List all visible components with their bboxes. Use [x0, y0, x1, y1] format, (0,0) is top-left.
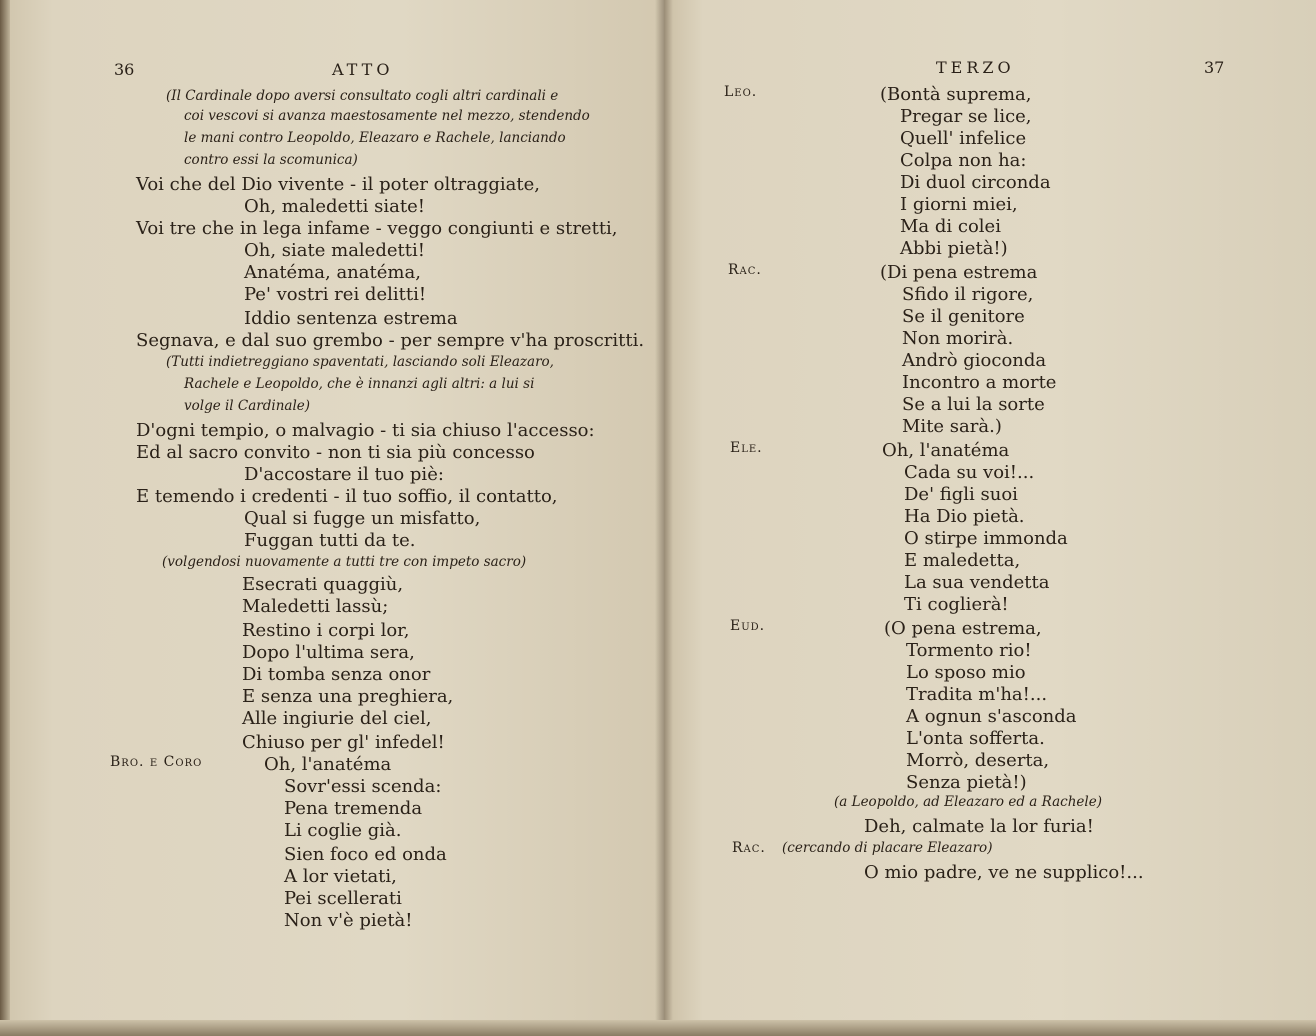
- verse-line: Oh, l'anatéma: [882, 440, 1010, 461]
- verse-line: Abbi pietà!): [900, 238, 1008, 259]
- verse-line: O mio padre, ve ne supplico!...: [864, 862, 1144, 883]
- verse-line: Ti coglierà!: [904, 594, 1009, 615]
- verse-line: Iddio sentenza estrema: [244, 308, 458, 329]
- verse-line: E temendo i credenti - il tuo soffio, il contatto,: [136, 486, 558, 507]
- verse-line: Pregar se lice,: [900, 106, 1032, 127]
- verse-line: De' figli suoi: [904, 484, 1018, 505]
- verse-line: D'ogni tempio, o malvagio - ti sia chiuso l'accesso:: [136, 420, 595, 441]
- verse-line: Maledetti lassù;: [242, 596, 389, 617]
- verse-line: Sien foco ed onda: [284, 844, 447, 865]
- verse-line: Ha Dio pietà.: [904, 506, 1025, 527]
- verse-line: A ognun s'asconda: [906, 706, 1077, 727]
- direction-line: coi vescovi si avanza maestosamente nel mezzo, stendendo: [184, 108, 590, 124]
- verse-line: Pei scellerati: [284, 888, 402, 909]
- direction-line: volge il Cardinale): [184, 398, 311, 414]
- verse-line: Ed al sacro convito - non ti sia più concesso: [136, 442, 535, 463]
- verse-line: Restino i corpi lor,: [242, 620, 410, 641]
- page-edge: [0, 0, 10, 1036]
- verse-line: Ma di colei: [900, 216, 1001, 237]
- verse-line: Incontro a morte: [902, 372, 1057, 393]
- direction-line: Rachele e Leopoldo, che è innanzi agli altri: a lui si: [184, 376, 535, 392]
- page-bottom-edge: [0, 1020, 1316, 1036]
- verse-line: D'accostare il tuo piè:: [244, 464, 444, 485]
- direction-line: (Tutti indietreggiano spaventati, lasciando soli Eleazaro,: [166, 354, 554, 370]
- verse-line: Non v'è pietà!: [284, 910, 413, 931]
- page-header: ATTO: [332, 60, 394, 79]
- verse-line: Pena tremenda: [284, 798, 423, 819]
- verse-line: Oh, l'anatéma: [264, 754, 392, 775]
- verse-line: E maledetta,: [904, 550, 1021, 571]
- verse-line: Segnava, e dal suo grembo - per sempre v'ha proscritti.: [136, 330, 645, 351]
- speaker-bro-coro: Bro. e Coro: [110, 754, 203, 770]
- verse-line: Fuggan tutti da te.: [244, 530, 416, 551]
- stage-direction-3: (volgendosi nuovamente a tutti tre con impeto sacro): [162, 554, 527, 570]
- page-number: 36: [114, 60, 135, 79]
- verse-line: Di tomba senza onor: [242, 664, 431, 685]
- speaker-eud: Eud.: [730, 618, 766, 634]
- verse-line: Li coglie già.: [284, 820, 402, 841]
- verse-line: Esecrati quaggiù,: [242, 574, 404, 595]
- verse-line: Se il genitore: [902, 306, 1025, 327]
- verse-line: Oh, maledetti siate!: [244, 196, 425, 217]
- page-header: TERZO: [936, 58, 1015, 77]
- verse-line: Colpa non ha:: [900, 150, 1027, 171]
- verse-line: Lo sposo mio: [906, 662, 1026, 683]
- verse-line: Sovr'essi scenda:: [284, 776, 442, 797]
- page-number: 37: [1204, 58, 1225, 77]
- verse-line: Anatéma, anatéma,: [244, 262, 421, 283]
- verse-line: E senza una preghiera,: [242, 686, 454, 707]
- verse-line: (Di pena estrema: [880, 262, 1038, 283]
- right-page: [664, 0, 1316, 1036]
- verse-line: Tormento rio!: [906, 640, 1032, 661]
- speaker-leo: Leo.: [724, 84, 758, 100]
- direction-line: contro essi la scomunica): [184, 152, 358, 168]
- direction-line: le mani contro Leopoldo, Eleazaro e Rachele, lanciando: [184, 130, 566, 146]
- verse-line: (Bontà suprema,: [880, 84, 1032, 105]
- speaker-rac: Rac.: [732, 840, 766, 856]
- stage-direction-rac: (cercando di placare Eleazaro): [782, 840, 993, 856]
- verse-line: Sfido il rigore,: [902, 284, 1034, 305]
- verse-line: A lor vietati,: [284, 866, 397, 887]
- speaker-rac: Rac.: [728, 262, 762, 278]
- verse-line: Pe' vostri rei delitti!: [244, 284, 427, 305]
- verse-line: O stirpe immonda: [904, 528, 1068, 549]
- direction-line: (Il Cardinale dopo aversi consultato cogli altri cardinali e: [166, 88, 559, 104]
- verse-line: L'onta sofferta.: [906, 728, 1045, 749]
- verse-line: I giorni miei,: [900, 194, 1018, 215]
- verse-line: Senza pietà!): [906, 772, 1027, 793]
- verse-line: Chiuso per gl' infedel!: [242, 732, 445, 753]
- verse-line: Cada su voi!...: [904, 462, 1035, 483]
- verse-line: (O pena estrema,: [884, 618, 1042, 639]
- verse-line: Di duol circonda: [900, 172, 1051, 193]
- verse-line: Tradita m'ha!...: [906, 684, 1048, 705]
- verse-line: Alle ingiurie del ciel,: [242, 708, 432, 729]
- verse-line: Oh, siate maledetti!: [244, 240, 425, 261]
- verse-line: Andrò gioconda: [902, 350, 1047, 371]
- verse-line: La sua vendetta: [904, 572, 1050, 593]
- verse-line: Mite sarà.): [902, 416, 1002, 437]
- verse-line: Voi tre che in lega infame - veggo congiunti e stretti,: [136, 218, 618, 239]
- verse-line: Non morirà.: [902, 328, 1014, 349]
- stage-direction-eud: (a Leopoldo, ad Eleazaro ed a Rachele): [834, 794, 1102, 810]
- verse-line: Deh, calmate la lor furia!: [864, 816, 1094, 837]
- book-gutter: [655, 0, 673, 1036]
- verse-line: Qual si fugge un misfatto,: [244, 508, 481, 529]
- verse-line: Quell' infelice: [900, 128, 1027, 149]
- verse-line: Morrò, deserta,: [906, 750, 1050, 771]
- verse-line: Se a lui la sorte: [902, 394, 1045, 415]
- speaker-ele: Ele.: [730, 440, 763, 456]
- verse-line: Dopo l'ultima sera,: [242, 642, 415, 663]
- verse-line: Voi che del Dio vivente - il poter oltraggiate,: [136, 174, 540, 195]
